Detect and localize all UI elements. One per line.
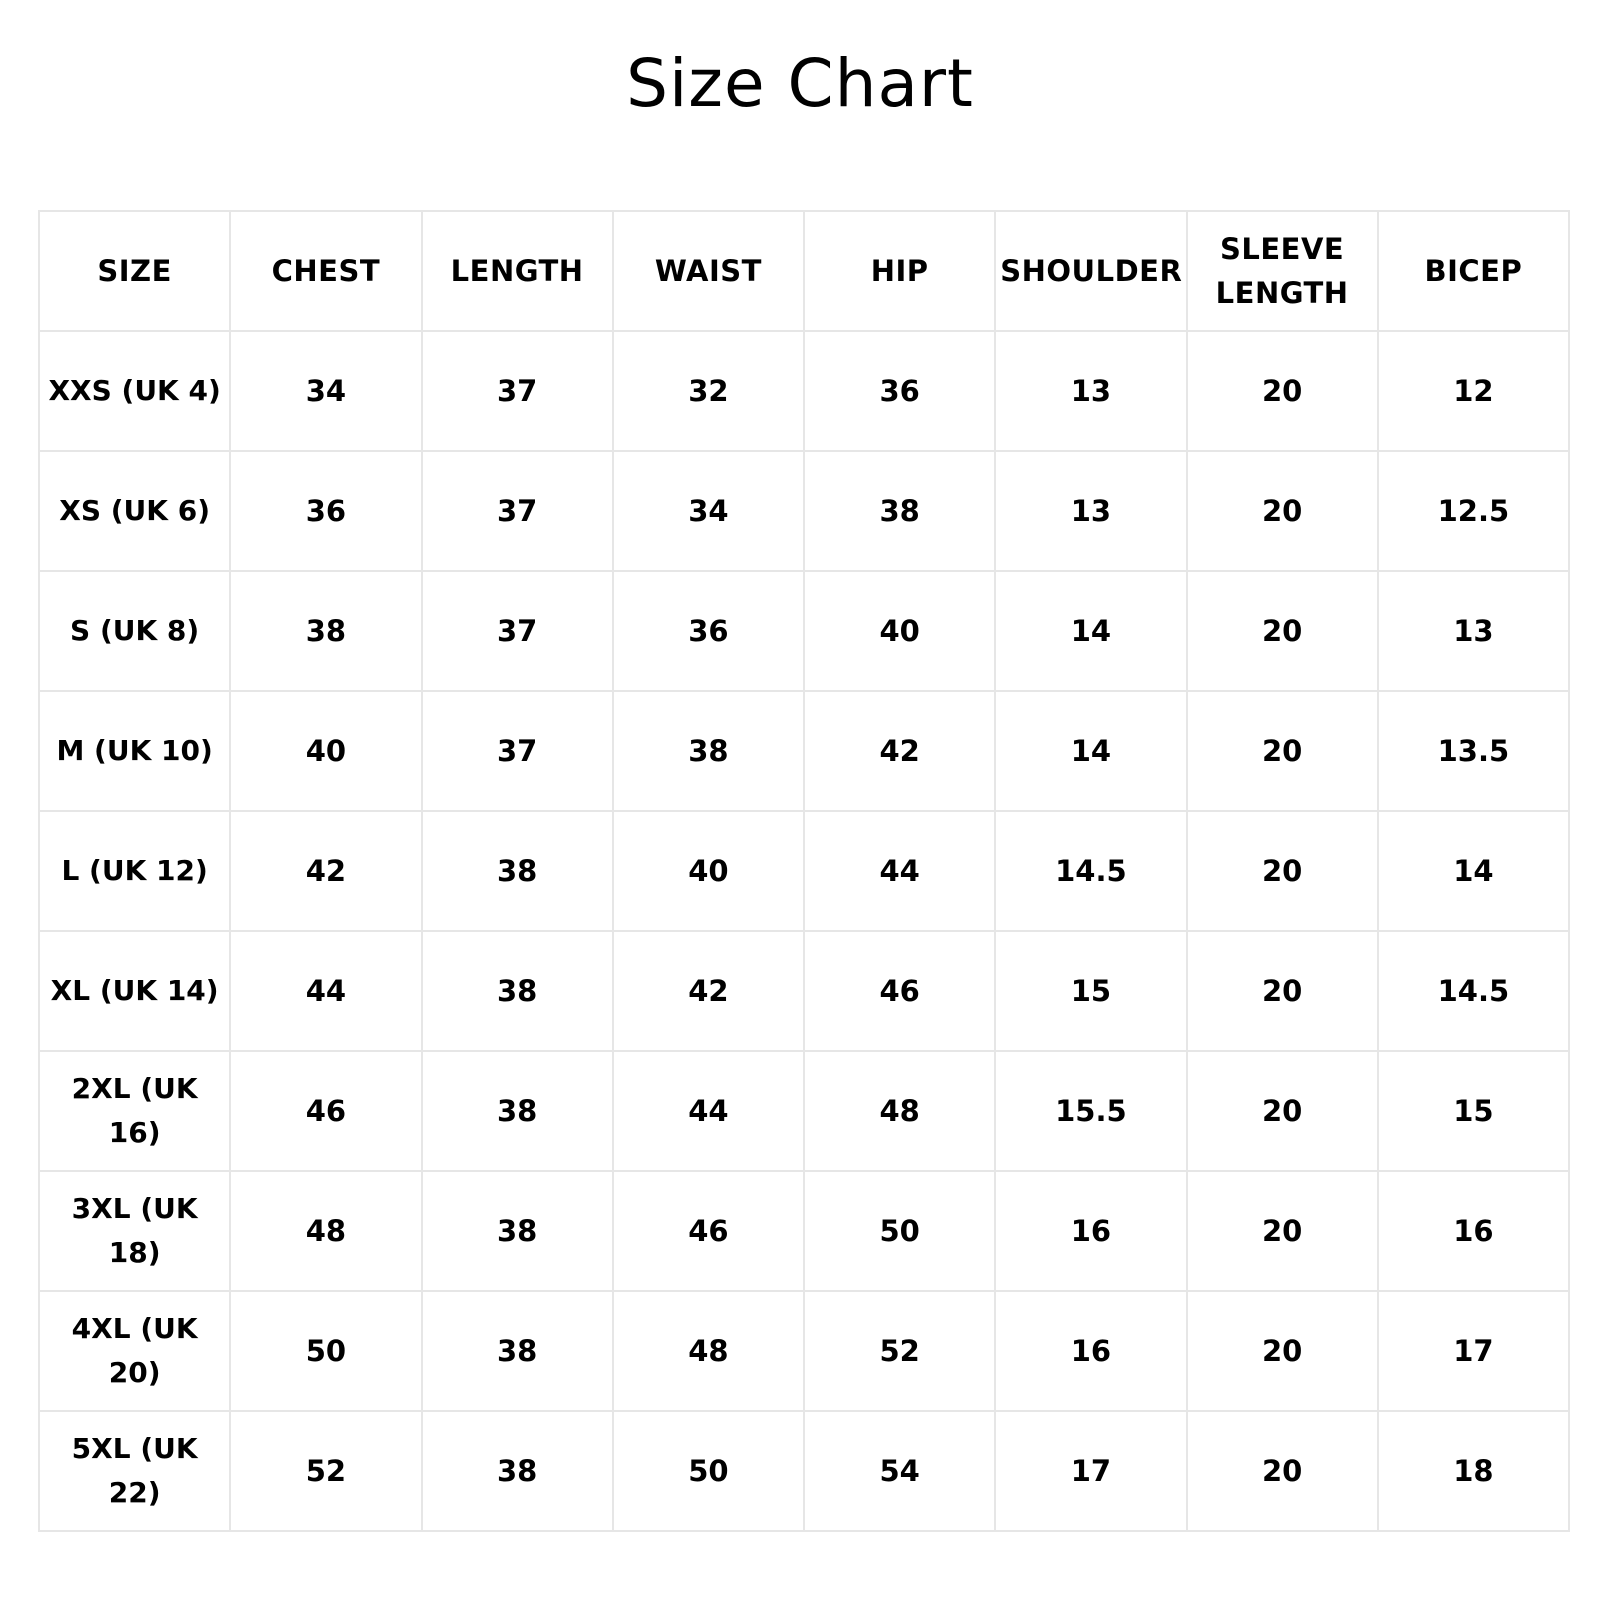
length-cell: 37	[422, 571, 613, 691]
table-header-row	[39, 211, 1569, 331]
shoulder-cell: 14	[995, 571, 1186, 691]
waist-cell: 32	[613, 331, 804, 451]
chest-cell: 46	[230, 1051, 421, 1171]
bicep-cell: 14.5	[1378, 931, 1569, 1051]
bicep-cell: 16	[1378, 1171, 1569, 1291]
bicep-cell: 17	[1378, 1291, 1569, 1411]
bicep-cell: 18	[1378, 1411, 1569, 1531]
sleeve-length-cell: 20	[1187, 811, 1378, 931]
size-cell: XL (UK 14)	[39, 931, 230, 1051]
waist-cell: 48	[613, 1291, 804, 1411]
chest-cell: 36	[230, 451, 421, 571]
shoulder-cell: 17	[995, 1411, 1186, 1531]
header-sleeve-length: SLEEVE LENGTH	[1187, 211, 1378, 331]
hip-cell: 46	[804, 931, 995, 1051]
header-bicep: BICEP	[1378, 211, 1569, 331]
header-size: SIZE	[39, 211, 230, 331]
chest-cell: 50	[230, 1291, 421, 1411]
chest-cell: 42	[230, 811, 421, 931]
sleeve-length-cell: 20	[1187, 1051, 1378, 1171]
table-row	[39, 1171, 1569, 1291]
size-cell: S (UK 8)	[39, 571, 230, 691]
hip-cell: 54	[804, 1411, 995, 1531]
bicep-cell: 15	[1378, 1051, 1569, 1171]
header-waist: WAIST	[613, 211, 804, 331]
length-cell: 38	[422, 1171, 613, 1291]
table-row	[39, 1291, 1569, 1411]
header-length: LENGTH	[422, 211, 613, 331]
shoulder-cell: 16	[995, 1291, 1186, 1411]
sleeve-length-cell: 20	[1187, 691, 1378, 811]
waist-cell: 42	[613, 931, 804, 1051]
waist-cell: 46	[613, 1171, 804, 1291]
sleeve-length-cell: 20	[1187, 1291, 1378, 1411]
table-row	[39, 1051, 1569, 1171]
shoulder-cell: 16	[995, 1171, 1186, 1291]
waist-cell: 40	[613, 811, 804, 931]
shoulder-cell: 13	[995, 331, 1186, 451]
table-row	[39, 931, 1569, 1051]
length-cell: 37	[422, 331, 613, 451]
size-cell: L (UK 12)	[39, 811, 230, 931]
shoulder-cell: 14	[995, 691, 1186, 811]
chest-cell: 40	[230, 691, 421, 811]
size-cell: 3XL (UK 18)	[39, 1171, 230, 1291]
waist-cell: 36	[613, 571, 804, 691]
sleeve-length-cell: 20	[1187, 451, 1378, 571]
hip-cell: 48	[804, 1051, 995, 1171]
size-cell: XXS (UK 4)	[39, 331, 230, 451]
waist-cell: 38	[613, 691, 804, 811]
bicep-cell: 13	[1378, 571, 1569, 691]
waist-cell: 44	[613, 1051, 804, 1171]
chest-cell: 48	[230, 1171, 421, 1291]
hip-cell: 40	[804, 571, 995, 691]
chest-cell: 38	[230, 571, 421, 691]
size-cell: 5XL (UK 22)	[39, 1411, 230, 1531]
length-cell: 38	[422, 1051, 613, 1171]
header-shoulder: SHOULDER	[995, 211, 1186, 331]
hip-cell: 44	[804, 811, 995, 931]
sleeve-length-cell: 20	[1187, 1171, 1378, 1291]
table-body	[39, 331, 1569, 1531]
size-cell: 4XL (UK 20)	[39, 1291, 230, 1411]
length-cell: 38	[422, 1411, 613, 1531]
hip-cell: 36	[804, 331, 995, 451]
size-chart-table	[38, 210, 1570, 1532]
hip-cell: 38	[804, 451, 995, 571]
table-row	[39, 691, 1569, 811]
table-row	[39, 331, 1569, 451]
table-row	[39, 811, 1569, 931]
page-title: Size Chart	[626, 45, 974, 122]
length-cell: 38	[422, 1291, 613, 1411]
waist-cell: 34	[613, 451, 804, 571]
table-row	[39, 1411, 1569, 1531]
chest-cell: 52	[230, 1411, 421, 1531]
table-row	[39, 571, 1569, 691]
header-chest: CHEST	[230, 211, 421, 331]
header-hip: HIP	[804, 211, 995, 331]
shoulder-cell: 14.5	[995, 811, 1186, 931]
length-cell: 38	[422, 811, 613, 931]
sleeve-length-cell: 20	[1187, 931, 1378, 1051]
size-cell: 2XL (UK 16)	[39, 1051, 230, 1171]
sleeve-length-cell: 20	[1187, 571, 1378, 691]
bicep-cell: 12.5	[1378, 451, 1569, 571]
length-cell: 37	[422, 691, 613, 811]
shoulder-cell: 15	[995, 931, 1186, 1051]
size-cell: M (UK 10)	[39, 691, 230, 811]
sleeve-length-cell: 20	[1187, 331, 1378, 451]
length-cell: 37	[422, 451, 613, 571]
chest-cell: 44	[230, 931, 421, 1051]
bicep-cell: 14	[1378, 811, 1569, 931]
shoulder-cell: 13	[995, 451, 1186, 571]
sleeve-length-cell: 20	[1187, 1411, 1378, 1531]
waist-cell: 50	[613, 1411, 804, 1531]
hip-cell: 52	[804, 1291, 995, 1411]
hip-cell: 42	[804, 691, 995, 811]
bicep-cell: 12	[1378, 331, 1569, 451]
shoulder-cell: 15.5	[995, 1051, 1186, 1171]
hip-cell: 50	[804, 1171, 995, 1291]
chest-cell: 34	[230, 331, 421, 451]
length-cell: 38	[422, 931, 613, 1051]
bicep-cell: 13.5	[1378, 691, 1569, 811]
size-cell: XS (UK 6)	[39, 451, 230, 571]
table-row	[39, 451, 1569, 571]
